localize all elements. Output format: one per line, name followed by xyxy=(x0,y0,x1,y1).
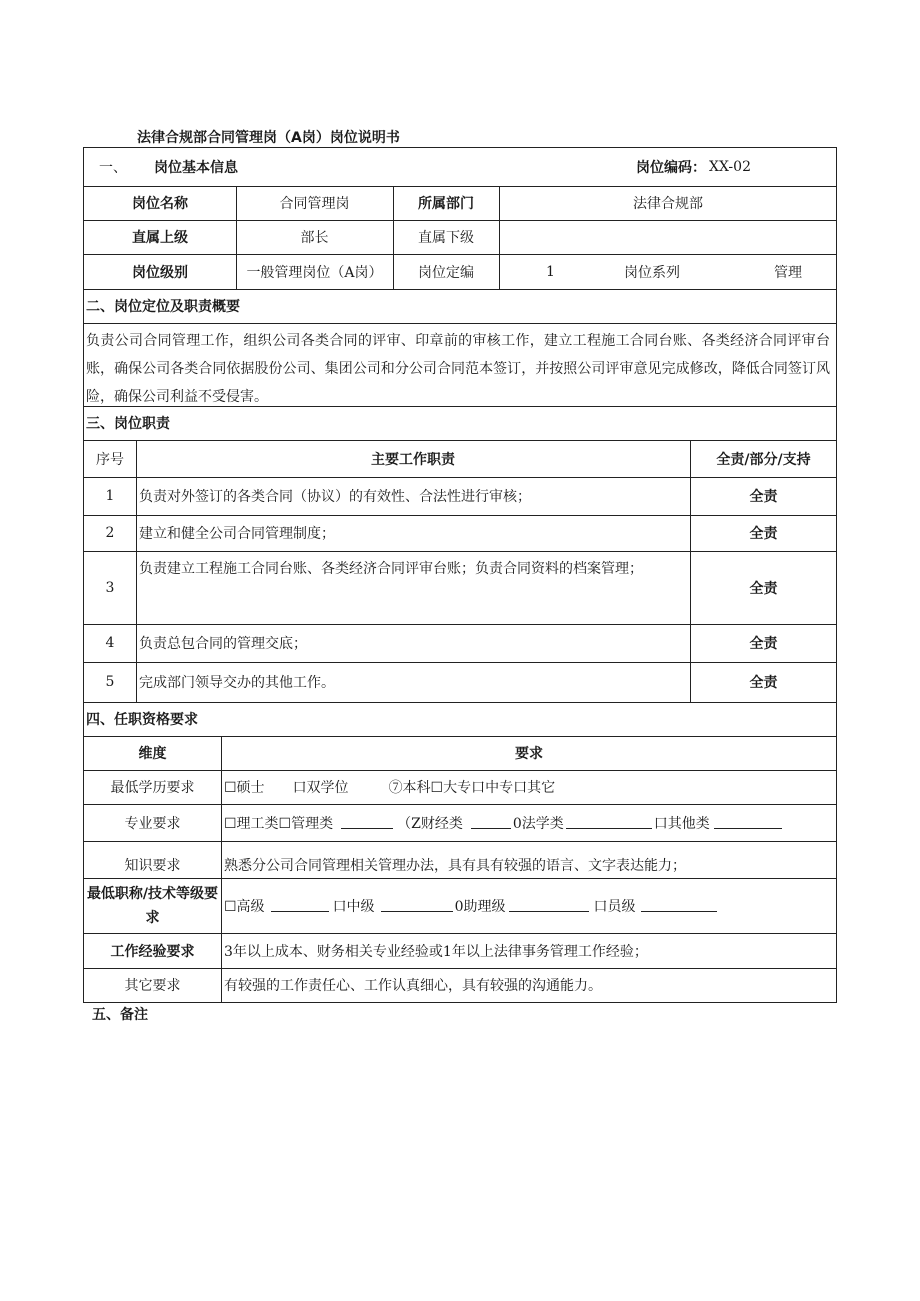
title-label: 最低职称/技术等级要求 xyxy=(86,885,219,926)
duty-responsibility: 全责 xyxy=(749,526,778,542)
duty-text: 负责建立工程施工合同台账、各类经济合同评审台账；负责合同资料的档案管理； xyxy=(139,561,643,577)
document-title: 法律合规部合同管理岗（A岗）岗位说明书 xyxy=(137,130,400,146)
duty-responsibility: 全责 xyxy=(749,636,778,652)
education-option-bachelor-etc: ⑦本科☐大专口中专口其它 xyxy=(388,780,556,796)
knowledge-value: 熟悉分公司合同管理相关管理办法，具有具有较强的语言、文字表达能力； xyxy=(224,857,686,874)
duty-no: 1 xyxy=(105,488,115,504)
major-option-finance: （Z财经类 xyxy=(397,815,463,832)
col-header-requirement: 要求 xyxy=(515,746,543,762)
blank-line xyxy=(341,816,393,829)
major-option-science-management: ☐理工类☐管理类 xyxy=(224,815,334,832)
duty-text: 完成部门领导交办的其他工作。 xyxy=(139,675,335,691)
other-requirements-label: 其它要求 xyxy=(124,978,181,994)
experience-label: 工作经验要求 xyxy=(110,943,195,960)
title-options xyxy=(221,878,837,933)
title-option-senior: ☐高级 xyxy=(224,898,265,915)
education-option-double-degree: 口双学位 xyxy=(292,780,349,796)
blank-line xyxy=(641,899,717,912)
education-label: 最低学历要求 xyxy=(110,780,195,796)
subordinate-label: 直属下级 xyxy=(418,230,474,246)
post-level-label: 岗位级别 xyxy=(132,264,188,281)
post-name-label: 岗位名称 xyxy=(132,196,188,212)
blank-line xyxy=(714,816,782,829)
section1-title: 岗位基本信息 xyxy=(154,160,238,176)
education-option-master: ☐硕士 xyxy=(224,780,265,796)
duty-text: 负责总包合同的管理交底； xyxy=(139,636,307,652)
col-header-responsibility: 全责/部分/支持 xyxy=(716,451,811,468)
post-quota-label: 岗位定编 xyxy=(418,264,474,281)
major-options xyxy=(221,804,837,841)
blank-line xyxy=(566,816,652,829)
duty-responsibility: 全责 xyxy=(749,489,778,505)
major-option-other: 口其他类 xyxy=(653,815,710,832)
col-header-no: 序号 xyxy=(96,451,124,468)
major-option-law: 0法学类 xyxy=(512,815,564,832)
duty-responsibility: 全责 xyxy=(749,580,778,597)
superior-label: 直属上级 xyxy=(132,230,188,246)
title-option-middle: 口中级 xyxy=(332,898,375,915)
duty-no: 5 xyxy=(105,674,115,690)
title-option-assistant: 0助理级 xyxy=(454,898,506,915)
duty-text: 负责对外签订的各类合同（协议）的有效性、合法性进行审核； xyxy=(139,489,531,505)
knowledge-label: 知识要求 xyxy=(124,857,181,874)
post-series-label: 岗位系列 xyxy=(624,264,680,281)
post-code-label: 岗位编码： xyxy=(636,160,706,176)
col-header-duty: 主要工作职责 xyxy=(371,451,455,468)
blank-line xyxy=(271,899,329,912)
section3-title: 三、岗位职责 xyxy=(86,416,170,432)
duty-no: 4 xyxy=(105,635,115,651)
other-requirements-value: 有较强的工作责任心、工作认真细心，具有较强的沟通能力。 xyxy=(224,978,602,994)
post-code-value: XX-02 xyxy=(709,159,751,175)
duty-text: 建立和健全公司合同管理制度； xyxy=(139,526,335,542)
blank-line xyxy=(471,816,511,829)
title-option-staff: 口员级 xyxy=(593,898,636,915)
post-quota-value: 1 xyxy=(546,263,555,280)
blank-line xyxy=(381,899,453,912)
section5-title: 五、备注 xyxy=(92,1007,148,1023)
subordinate-value xyxy=(499,220,837,254)
experience-value: 3年以上成本、财务相关专业经验或1年以上法律事务管理工作经验； xyxy=(224,943,648,960)
section2-title: 二、岗位定位及职责概要 xyxy=(86,299,240,315)
duty-no: 3 xyxy=(105,579,115,596)
education-options xyxy=(221,770,837,804)
blank-line xyxy=(509,899,589,912)
section1-number: 一、 xyxy=(99,160,127,176)
superior-value: 部长 xyxy=(300,230,329,246)
post-name-value: 合同管理岗 xyxy=(279,196,350,212)
position-summary: 负责公司合同管理工作，组织公司各类合同的评审、印章前的审核工作，建立工程施工合同台账、各类经济合同评审台账，确保公司各类合同依据股份公司、集团公司和分公司合同范本签订，并按照公司评审意见完成修改，降低合同签订风险，确保公司利益不受侵害。 xyxy=(86,333,830,405)
post-series-value: 管理 xyxy=(774,264,802,281)
post-level-value: 一般管理岗位（A岗） xyxy=(246,264,383,281)
col-header-dimension: 维度 xyxy=(138,746,167,762)
department-value: 法律合规部 xyxy=(633,196,703,212)
major-label: 专业要求 xyxy=(124,815,181,832)
duty-no: 2 xyxy=(105,525,115,541)
job-description-table xyxy=(83,147,837,1003)
section4-title: 四、任职资格要求 xyxy=(86,712,198,728)
department-label: 所属部门 xyxy=(418,196,474,212)
duty-responsibility: 全责 xyxy=(749,675,778,691)
